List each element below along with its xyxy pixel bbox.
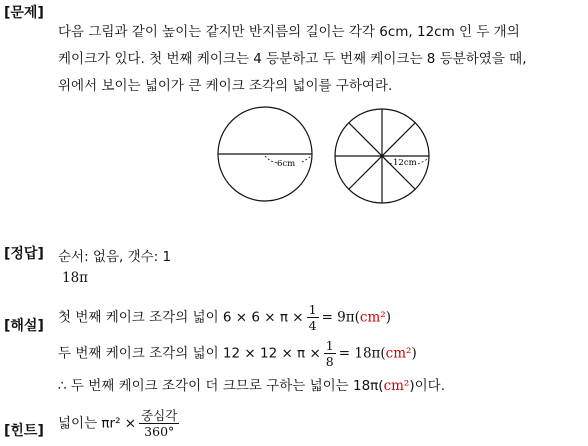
solution-line-2-text: 두 번째 케이크 조각의 넓이 12 × 12 × π × (58, 345, 321, 362)
fraction-denominator: 4 (308, 318, 317, 333)
problem-line-3: 위에서 보이는 넓이가 큰 케이크 조각의 넓이를 구하여라. (58, 78, 393, 94)
unit: cm² (383, 378, 410, 394)
small-radius-label: 6cm (277, 159, 296, 169)
answer-meta: 순서: 없음, 갯수: 1 (58, 249, 172, 265)
close-paren: ) (411, 345, 417, 362)
fraction (307, 302, 319, 333)
close-paren: ) (385, 309, 391, 326)
fraction (139, 408, 179, 439)
hint-label: [힌트] (4, 423, 44, 439)
large-cake (335, 109, 429, 203)
cake-figure (210, 104, 440, 216)
fraction-numerator: 1 (325, 338, 334, 353)
answer-value: 18π (62, 270, 89, 286)
fraction-denominator: 8 (325, 354, 334, 369)
fraction-denominator: 360° (139, 423, 179, 439)
solution-line-3-close: )이다. (409, 378, 445, 394)
solution-label: [해설] (4, 318, 44, 334)
answer-label: [정답] (4, 246, 44, 262)
solution-line-2-result: = 18π( (338, 345, 386, 362)
large-radius-label: 12cm (393, 158, 417, 168)
fraction (324, 338, 336, 369)
unit: cm² (385, 345, 412, 362)
solution-line-3-text: ∴ 두 번째 케이크 조각이 더 크므로 구하는 넓이는 18π( (58, 378, 384, 394)
unit: cm² (359, 309, 386, 326)
solution-line-3 (58, 374, 445, 394)
problem-line-1: 다음 그림과 같이 높이는 같지만 반지름의 길이는 각각 6cm, 12cm 인 두 개의 (58, 24, 520, 40)
solution-line-2 (58, 338, 417, 369)
problem-label: [문제] (4, 5, 44, 21)
fraction-numerator: 1 (308, 302, 317, 317)
hint-text: 넓이는 πr² × (58, 415, 137, 432)
problem-line-2: 케이크가 있다. 첫 번째 케이크는 4 등분하고 두 번째 케이크는 8 등분하였을 때, (58, 51, 527, 67)
solution-line-1 (58, 302, 391, 333)
small-cake (218, 107, 312, 201)
solution-line-1-text: 첫 번째 케이크 조각의 넓이 6 × 6 × π × (58, 309, 304, 326)
solution-line-1-result: = 9π( (321, 309, 360, 326)
fraction-numerator: 중심각 (141, 408, 178, 423)
hint-line (58, 408, 182, 439)
